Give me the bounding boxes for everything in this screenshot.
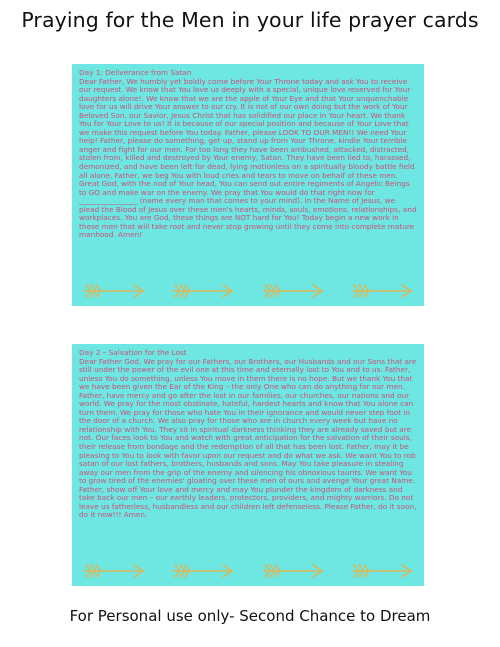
page-title: Praying for the Men in your life prayer cards — [21, 8, 479, 32]
arrow-row — [80, 560, 416, 582]
card-heading: Day 1: Deliverance from Satan — [79, 68, 192, 77]
gold-arrow-icon — [348, 560, 416, 582]
card-heading: Day 2 – Salvation for the Lost — [79, 348, 187, 357]
gold-arrow-icon — [80, 560, 148, 582]
prayer-card-day-2 — [72, 344, 424, 586]
gold-arrow-icon — [169, 560, 237, 582]
prayer-card-day-1 — [72, 64, 424, 306]
gold-arrow-icon — [259, 560, 327, 582]
card-body: Dear Father, We humbly yet boldly come before Your Throne today and ask You to receive our request. We know that You love us deeply with a special, unique love reserved for Your daughters alone!. We know that we are the apple of Your Eye and that Your unquenchable love for us will drive Your answer to our cry. It is not of our own doing but the work of Your Beloved Son, our Savior, Jesus Christ that has solidified our place in Your heart. We thank You for Your Love to us! It is because of our special position and because of Your Love that we make this request before You today. Father, please LOOK TO OUR MEN!! We need Your help! Father, please do something, get up, stand up from Your Throne, kindle Your terrible anger and fight for our men. For too long they have been ambushed, attacked, distracted, stolen from, killed and destroyed by Your enemy, Satan. They have been lied to, harassed, demonized, and have been left for dead, lying motionless on a spiritually bloody battle field all alone. Father, we beg You with loud cries and tears to move on behalf of these men. Great God, with the nod of Your head, You can send out entire regiments of Angelic Beings to GO and make war on the enemy. We pray that You would do that right now for ________________ (name every man that comes to your mind). In the Name of Jesus, we plead the Blood of Jesus over these men's hearts, minds, souls, emotions, relationships, and workplaces. You are God, these things are NOT hard for You! Today begin a new work in these men that will take root and never stop growing until they come into complete mature manhood. Amen! — [79, 76, 417, 240]
gold-arrow-icon — [348, 280, 416, 302]
gold-arrow-icon — [169, 280, 237, 302]
gold-arrow-icon — [80, 280, 148, 302]
footer-note: For Personal use only- Second Chance to Dream — [69, 607, 431, 625]
arrow-row — [80, 280, 416, 302]
gold-arrow-icon — [259, 280, 327, 302]
card-body: Dear Father God, We pray for our Fathers, our Brothers, our Husbands and our Sons that are still under the power of the evil one at this time and eternally lost to You and to us. Father, unless You do something, unless You move in them there is no hope. But we thank You that we have been given the Ear of the King – the only One who can do anything for our men. Father, have mercy and go after the lost in our families, our churches, our nations and our world. We pray for the most obstinate, hateful, hardest hearts and know that You alone can turn them. We pray for those who hate You in their ignorance and would never step foot in the door of a church. We also pray for those who are in church every week but have no relationship with You. They sit in spiritual darkness thinking they are already saved but are not. Our faces look to You and watch with great anticipation for the salvation of their souls, their release from bondage and the redemption of all that has been lost. Father, may it be pleasing to You to look with favor upon our request and do what we ask. We want You to rob satan of our lost fathers, brothers, husbands and sons. May You take pleasure in stealing away our men from the grip of the enemy and silencing his obnoxious taunts. We want You to grow tired of the enemies' gloating over these men of ours and avenge Your great Name. Father, show off Your love and mercy and may You plunder the kingdom of darkness and take back our men – our earthly leaders, protectors, providers, and mighty warriors. Do not leave us fatherless, husbandless and our children left defenseless. Please Father, do it soon, do it now!!! Amen. — [79, 356, 417, 520]
